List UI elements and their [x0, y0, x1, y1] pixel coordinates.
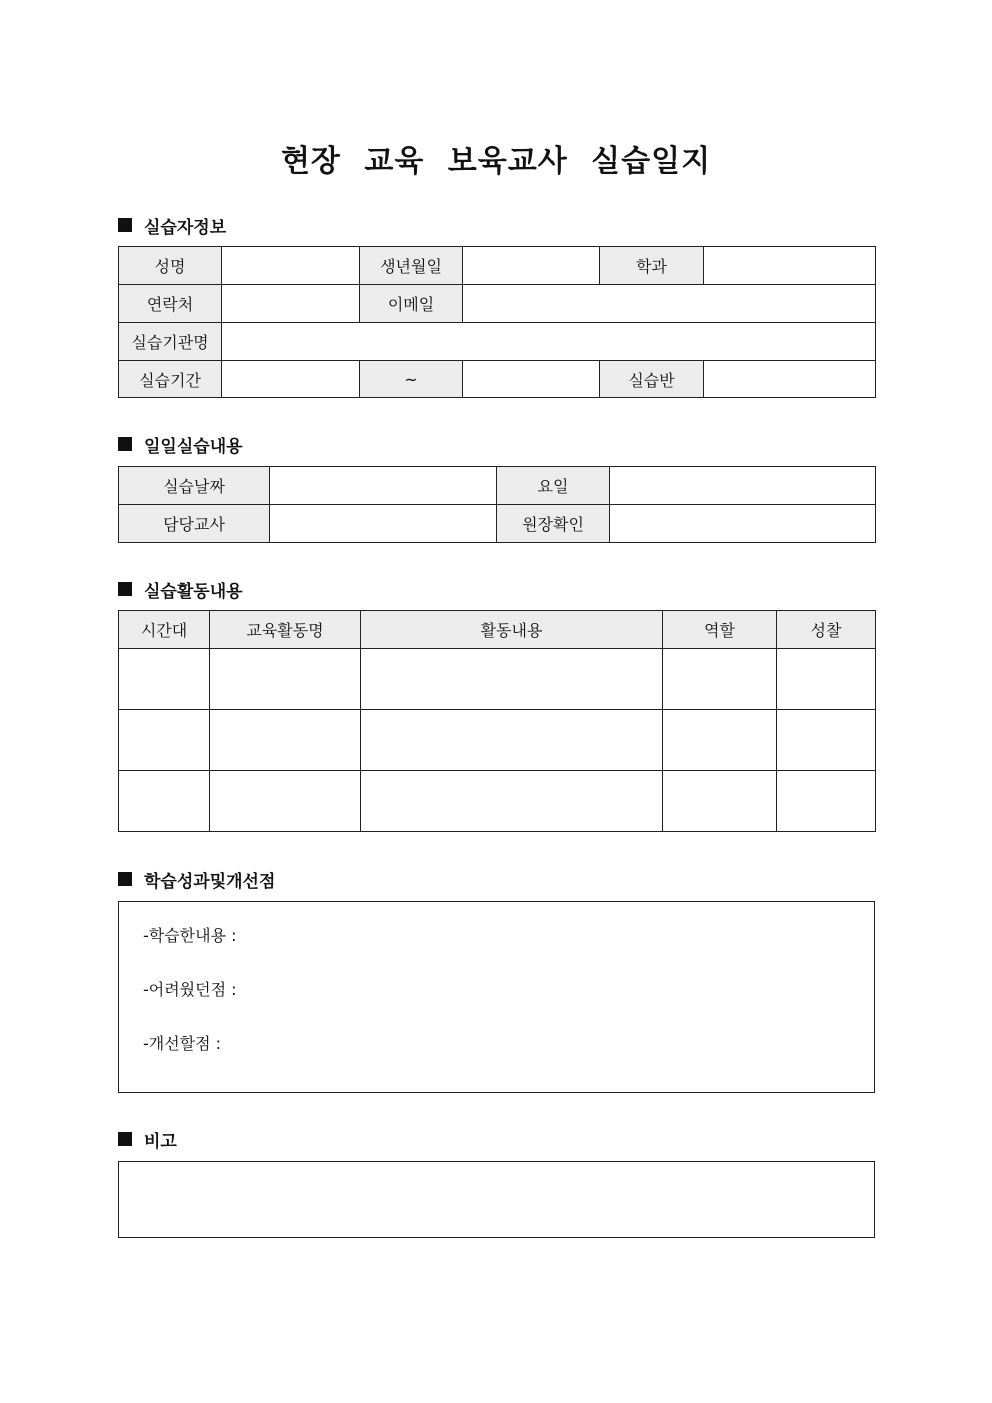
period-tilde: ~: [360, 361, 463, 398]
period-label: 실습기간: [119, 361, 222, 398]
director-label: 원장확인: [497, 505, 610, 543]
reflection-cell[interactable]: [777, 649, 876, 710]
section-heading-label: 실습활동내용: [144, 581, 243, 602]
name-label: 성명: [119, 247, 222, 285]
institution-field[interactable]: [222, 323, 876, 361]
column-header-activity-content: 활동내용: [361, 611, 663, 649]
column-header-reflection: 성찰: [777, 611, 876, 649]
section-heading-info: [118, 213, 226, 237]
time-cell[interactable]: [119, 771, 210, 832]
section-heading-label: 학습성과및개선점: [144, 871, 276, 892]
activity-name-cell[interactable]: [210, 710, 361, 771]
square-bullet-icon: [118, 582, 132, 596]
department-field[interactable]: [704, 247, 876, 285]
square-bullet-icon: [118, 1132, 132, 1146]
table-row: [119, 710, 876, 771]
date-label: 실습날짜: [119, 467, 270, 505]
contact-field[interactable]: [222, 285, 360, 323]
activity-table: [118, 610, 876, 832]
class-label: 실습반: [600, 361, 704, 398]
director-field[interactable]: [610, 505, 876, 543]
difficulties-line: -어려웠던점 :: [143, 980, 237, 999]
teacher-field[interactable]: [270, 505, 497, 543]
learned-content-line: -학습한내용 :: [143, 926, 237, 945]
contact-label: 연락처: [119, 285, 222, 323]
info-table: [118, 246, 876, 398]
reflection-cell[interactable]: [777, 771, 876, 832]
time-cell[interactable]: [119, 710, 210, 771]
role-cell[interactable]: [663, 771, 777, 832]
activity-content-cell[interactable]: [361, 649, 663, 710]
name-field[interactable]: [222, 247, 360, 285]
email-label: 이메일: [360, 285, 463, 323]
outcome-box[interactable]: [118, 901, 875, 1093]
birthdate-field[interactable]: [463, 247, 600, 285]
improvement-line: -개선할점 :: [143, 1034, 222, 1053]
remarks-box[interactable]: [118, 1161, 875, 1238]
reflection-cell[interactable]: [777, 710, 876, 771]
teacher-label: 담당교사: [119, 505, 270, 543]
section-heading-activity: [118, 577, 243, 601]
section-heading-label: 일일실습내용: [144, 436, 243, 457]
class-field[interactable]: [704, 361, 876, 398]
activity-name-cell[interactable]: [210, 649, 361, 710]
email-field[interactable]: [463, 285, 876, 323]
time-cell[interactable]: [119, 649, 210, 710]
square-bullet-icon: [118, 872, 132, 886]
weekday-label: 요일: [497, 467, 610, 505]
activity-content-cell[interactable]: [361, 771, 663, 832]
page-title: 현장 교육 보육교사 실습일지: [280, 144, 712, 179]
table-row: [119, 649, 876, 710]
section-heading-outcome: [118, 867, 275, 891]
column-header-activity-name: 교육활동명: [210, 611, 361, 649]
section-heading-daily: [118, 432, 243, 456]
daily-table: [118, 466, 876, 543]
weekday-field[interactable]: [610, 467, 876, 505]
role-cell[interactable]: [663, 710, 777, 771]
activity-name-cell[interactable]: [210, 771, 361, 832]
square-bullet-icon: [118, 218, 132, 232]
section-heading-remarks: [118, 1127, 177, 1151]
period-start-field[interactable]: [222, 361, 360, 398]
section-heading-label: 비고: [144, 1131, 177, 1152]
department-label: 학과: [600, 247, 704, 285]
period-end-field[interactable]: [463, 361, 600, 398]
activity-content-cell[interactable]: [361, 710, 663, 771]
section-heading-label: 실습자정보: [144, 217, 227, 238]
role-cell[interactable]: [663, 649, 777, 710]
date-field[interactable]: [270, 467, 497, 505]
column-header-role: 역할: [663, 611, 777, 649]
column-header-time: 시간대: [119, 611, 210, 649]
table-row: [119, 771, 876, 832]
square-bullet-icon: [118, 437, 132, 451]
institution-label: 실습기관명: [119, 323, 222, 361]
birthdate-label: 생년월일: [360, 247, 463, 285]
